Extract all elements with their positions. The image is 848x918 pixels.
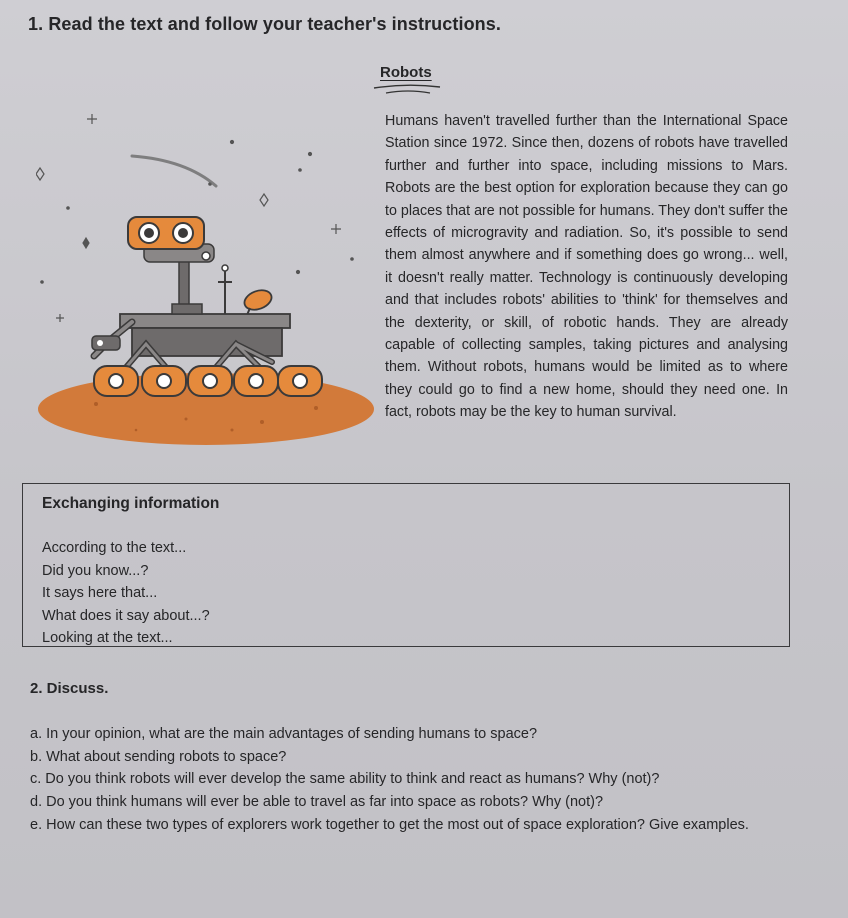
phrase-item: It says here that... xyxy=(42,585,158,601)
question-item: c. Do you think robots will ever develop the same ability to think and react as humans? Why (not)? xyxy=(30,771,660,788)
mars-rover-illustration xyxy=(36,104,376,452)
phrase-item: According to the text... xyxy=(42,540,187,556)
phrase-item: Did you know...? xyxy=(42,562,149,579)
phrase-item: What does it say about...? xyxy=(42,607,210,624)
exchanging-information-title: Exchanging information xyxy=(42,495,220,512)
question-item: e. How can these two types of explorers work together to get the most out of space exploration? Give examples. xyxy=(30,816,749,833)
rover-deck xyxy=(120,314,290,328)
phrase-list xyxy=(42,537,210,650)
story-paragraph: Humans haven't travelled further than the International Space Station since 1972. Since then, dozens of robots have travelled further and further into space, including missions to Mars. Robots are the best option for exploration because they can go to places that are not possible for humans. They don't suffer the effects of microgravity and radiation. So, it's possible to send them almost anywhere and if something does go wrong... well, it doesn't really matter. Technology is continuously developing and that includes robots' abilities to 'think' for themselves and the dexterity, or skill, of robotic hands. They are already capable of collecting samples, taking pictures and analysing them. Without robots, humans would be limited as to where they could go to find a new home, should they need one. In fact, robots may be the key to human survival. xyxy=(385,113,788,421)
exercise-2-heading: 2. Discuss. xyxy=(30,680,109,697)
title-swash-decoration xyxy=(372,84,442,96)
rover-wheels xyxy=(94,366,322,396)
question-item: d. Do you think humans will ever be able to travel as far into space as robots? Why (not)? xyxy=(30,794,604,811)
phrase-item: Looking at the text... xyxy=(42,630,173,646)
discussion-questions xyxy=(30,723,749,837)
exchanging-information-box xyxy=(22,483,790,647)
question-item: b. What about sending robots to space? xyxy=(30,748,287,765)
question-item: a. In your opinion, what are the main advantages of sending humans to space? xyxy=(30,726,538,742)
story-title: Robots xyxy=(380,64,432,81)
exercise-1-instruction: 1. Read the text and follow your teacher's instructions. xyxy=(28,14,501,34)
rover-dish xyxy=(242,287,274,313)
